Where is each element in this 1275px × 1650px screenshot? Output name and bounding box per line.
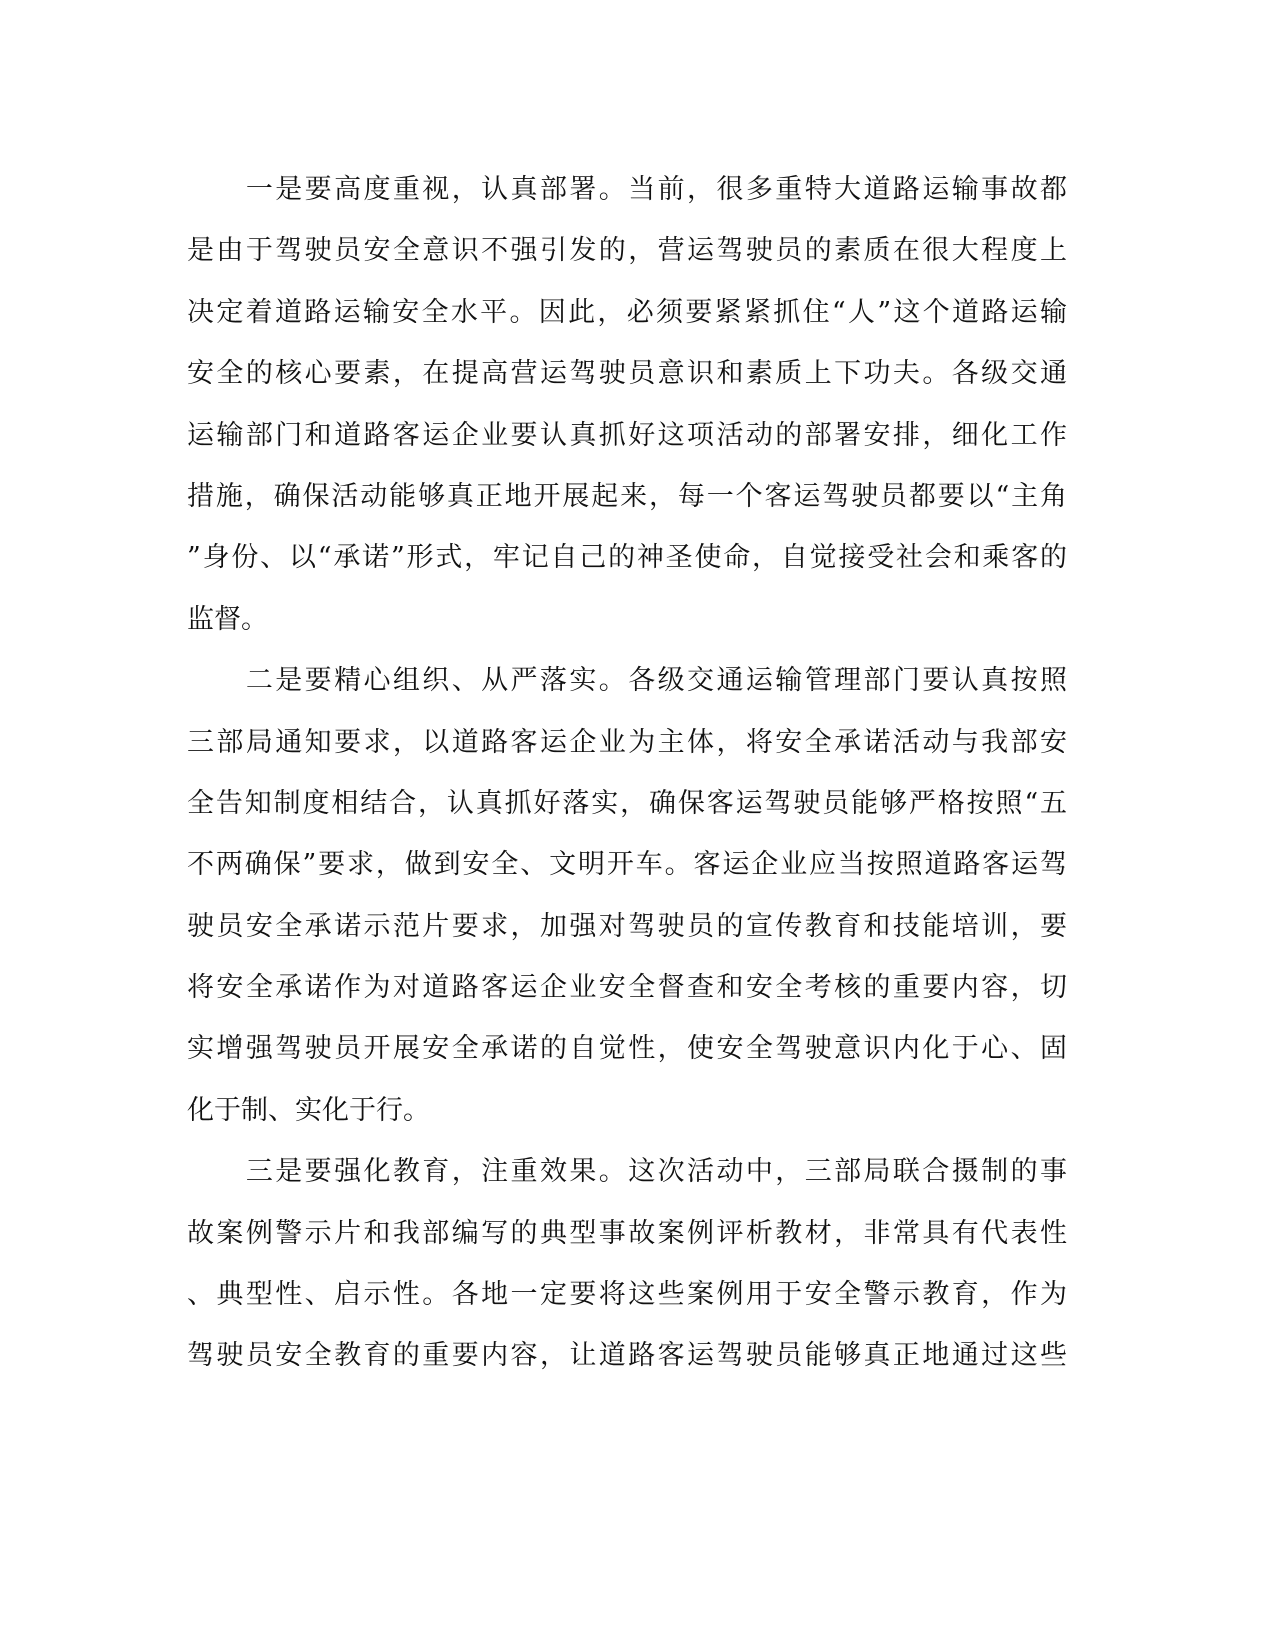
text-line: 实增强驾驶员开展安全承诺的自觉性，使安全驾驶意识内化于心、固 [187,1033,1067,1065]
text-line: 监督。 [187,603,268,635]
text-line: 安全的核心要素，在提高营运驾驶员意识和素质上下功夫。各级交通 [187,358,1067,390]
document-body [187,159,1067,1387]
text-line: 三部局通知要求，以道路客运企业为主体，将安全承诺活动与我部安 [187,726,1067,758]
text-line: 化于制、实化于行。 [187,1094,430,1126]
text-line: 二是要精心组织、从严落实。各级交通运输管理部门要认真按照 [187,665,1067,697]
text-line: 驾驶员安全教育的重要内容，让道路客运驾驶员能够真正地通过这些 [187,1340,1067,1372]
text-line: 运输部门和道路客运企业要认真抓好这项活动的部署安排，细化工作 [187,419,1067,451]
text-line: 、典型性、启示性。各地一定要将这些案例用于安全警示教育，作为 [187,1279,1067,1311]
text-line: 是由于驾驶员安全意识不强引发的，营运驾驶员的素质在很大程度上 [187,235,1067,267]
text-line: 不两确保”要求，做到安全、文明开车。客运企业应当按照道路客运驾 [187,849,1067,881]
text-line: 将安全承诺作为对道路客运企业安全督查和安全考核的重要内容，切 [187,972,1067,1004]
text-line: 一是要高度重视，认真部署。当前，很多重特大道路运输事故都 [187,174,1067,205]
text-line: ”身份、以“承诺”形式，牢记自己的神圣使命，自觉接受社会和乘客的 [187,542,1067,574]
text-line: 故案例警示片和我部编写的典型事故案例评析教材，非常具有代表性 [187,1217,1067,1249]
text-line: 三是要强化教育，注重效果。这次活动中，三部局联合摄制的事 [187,1156,1067,1188]
text-line: 决定着道路运输安全水平。因此，必须要紧紧抓住“人”这个道路运输 [187,296,1067,328]
text-line: 驶员安全承诺示范片要求，加强对驾驶员的宣传教育和技能培训，要 [187,910,1067,942]
text-line: 措施，确保活动能够真正地开展起来，每一个客运驾驶员都要以“主角 [187,480,1067,512]
text-line: 全告知制度相结合，认真抓好落实，确保客运驾驶员能够严格按照“五 [187,787,1067,819]
